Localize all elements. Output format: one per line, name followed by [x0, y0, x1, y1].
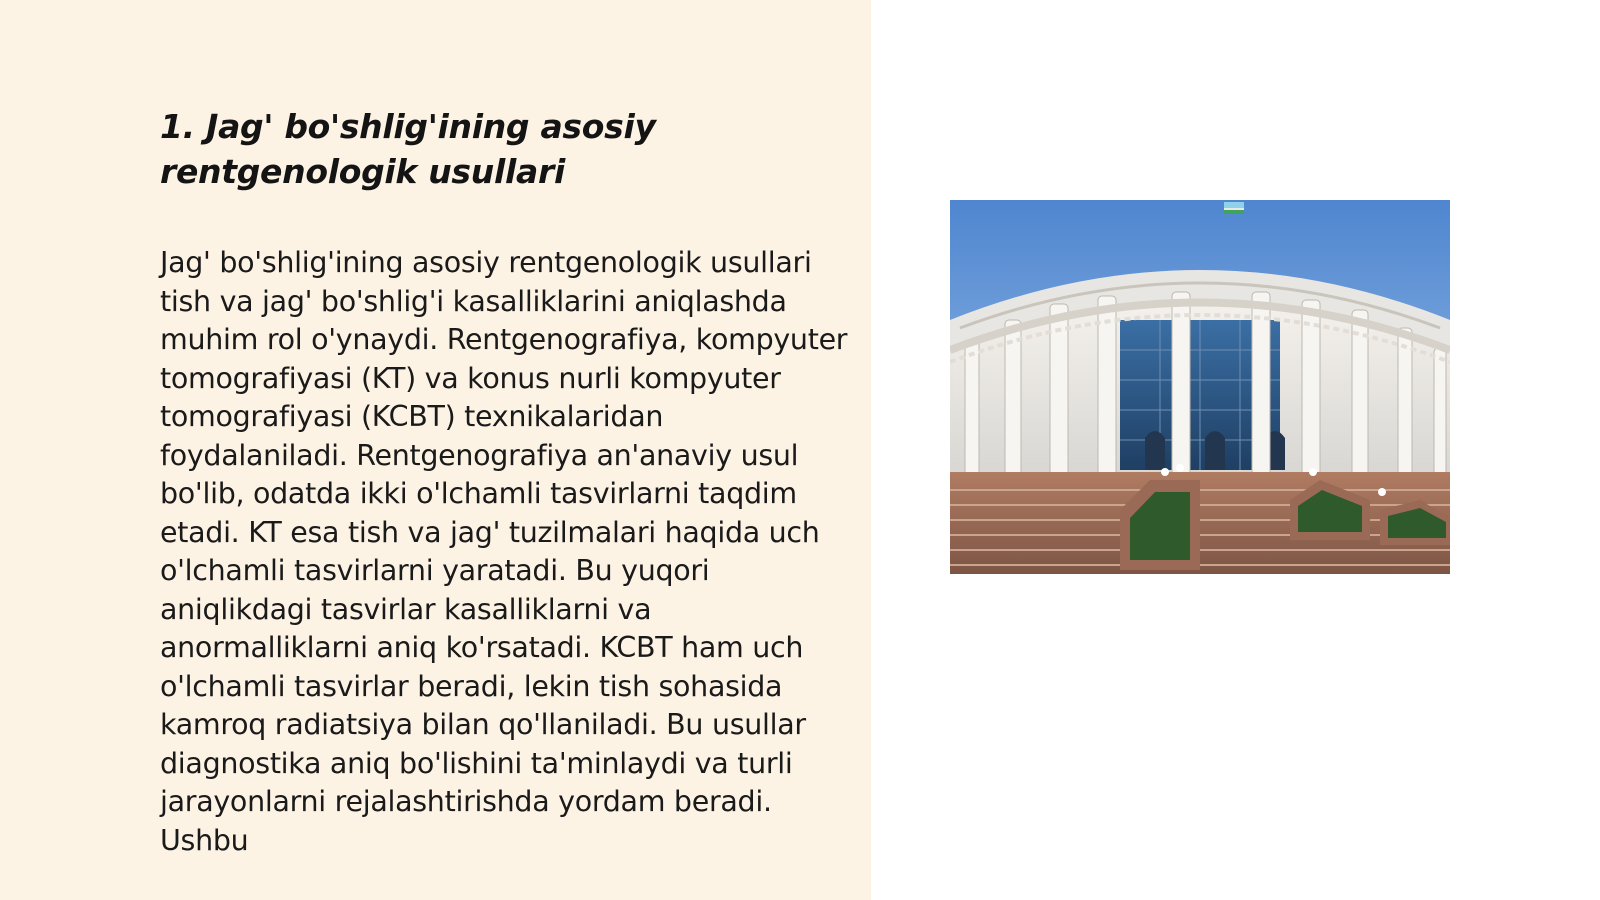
building-photo — [950, 200, 1450, 574]
slide-title: 1. Jag' bo'shlig'ining asosiy rentgenologik usullari — [160, 107, 656, 191]
building-photo-illustration — [950, 200, 1450, 574]
slide-body-text: Jag' bo'shlig'ining asosiy rentgenologik usullari tish va jag' bo'shlig'i kasalliklarini aniqlashda muhim rol o'ynaydi. Rentgenografiya, kompyuter tomografiyasi (KT) va konus nurli kompyuter tomografiyasi (KCBT) texnikalaridan foydalaniladi. Rentgenografiya an'anaviy usul bo'lib, odatda ikki o'lchamli tasvirlarni taqdim etadi. KT esa tish va jag' tuzilmalari haqida uch o'lchamli tasvirlarni yaratadi. Bu yuqori aniqlikdagi tasvirlar kasalliklarni va anormalliklarni aniq ko'rsatadi. KCBT ham uch o'lchamli tasvirlar beradi, lekin tish sohasida kamroq radiatsiya bilan qo'llaniladi. Bu usullar diagnostika aniq bo'lishini ta'minlaydi va turli jarayonlarni rejalashtirishda yordam beradi. Ushbu — [160, 246, 848, 857]
